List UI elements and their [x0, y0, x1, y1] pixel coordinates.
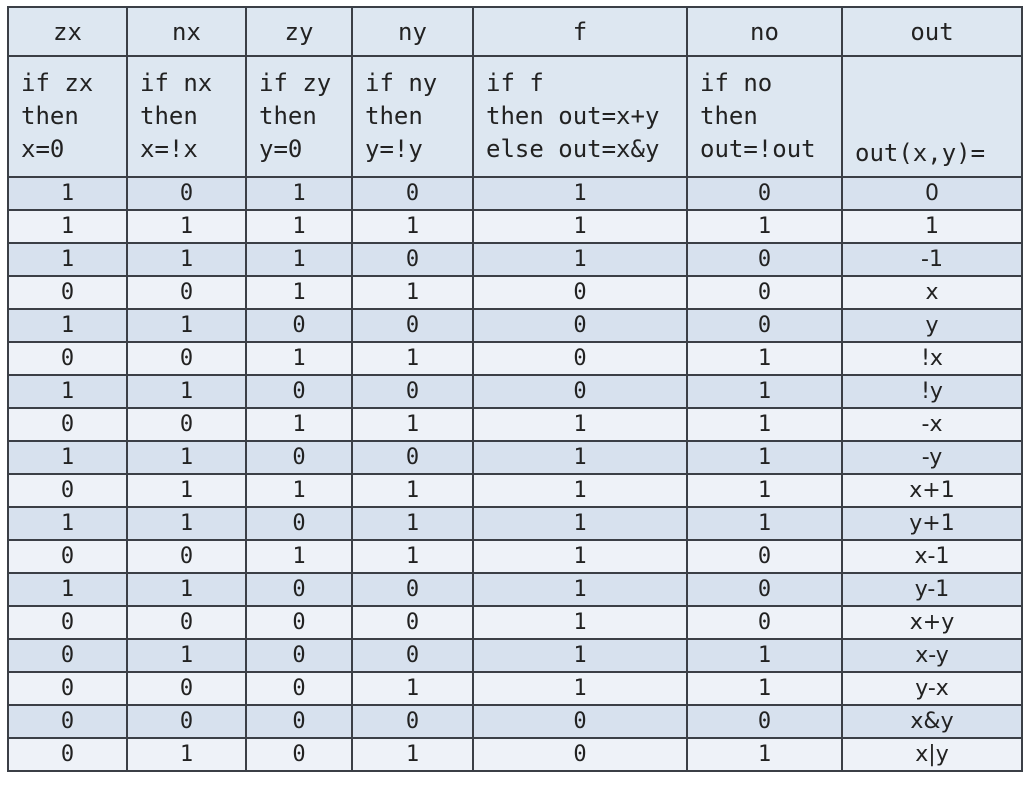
cell-out: y-x: [842, 672, 1022, 705]
cell-no: 1: [687, 738, 842, 771]
table-row: [8, 540, 1022, 573]
header-out: out: [842, 7, 1022, 56]
cell-nx: 0: [127, 705, 246, 738]
cell-zx: 1: [8, 441, 127, 474]
cell-zx: 0: [8, 705, 127, 738]
description-row: [8, 56, 1022, 177]
cell-zx: 1: [8, 210, 127, 243]
header-row: [8, 7, 1022, 56]
cell-nx: 0: [127, 606, 246, 639]
cell-f: 0: [473, 309, 687, 342]
cell-ny: 1: [352, 540, 473, 573]
cell-no: 1: [687, 375, 842, 408]
cell-zx: 0: [8, 540, 127, 573]
cell-nx: 1: [127, 309, 246, 342]
cell-ny: 1: [352, 507, 473, 540]
cell-f: 1: [473, 639, 687, 672]
cell-ny: 0: [352, 375, 473, 408]
cell-zx: 1: [8, 243, 127, 276]
cell-zx: 1: [8, 177, 127, 210]
desc-zx: if zx then x=0: [8, 56, 127, 177]
cell-no: 1: [687, 639, 842, 672]
cell-zy: 0: [246, 672, 352, 705]
header-zx: zx: [8, 7, 127, 56]
table-row: [8, 375, 1022, 408]
cell-zx: 0: [8, 606, 127, 639]
cell-out: -1: [842, 243, 1022, 276]
cell-f: 1: [473, 540, 687, 573]
cell-no: 0: [687, 177, 842, 210]
table-row: [8, 672, 1022, 705]
table-row: [8, 705, 1022, 738]
cell-f: 0: [473, 738, 687, 771]
cell-zy: 0: [246, 573, 352, 606]
cell-nx: 0: [127, 408, 246, 441]
cell-no: 0: [687, 705, 842, 738]
desc-nx: if nx then x=!x: [127, 56, 246, 177]
cell-f: 1: [473, 672, 687, 705]
cell-zy: 1: [246, 177, 352, 210]
cell-nx: 1: [127, 738, 246, 771]
cell-zx: 0: [8, 672, 127, 705]
desc-out: out(x,y)=: [842, 56, 1022, 177]
truth-table-body: [8, 177, 1022, 771]
cell-ny: 1: [352, 342, 473, 375]
table-row: [8, 243, 1022, 276]
table-row: [8, 342, 1022, 375]
table-row: [8, 507, 1022, 540]
cell-out: y: [842, 309, 1022, 342]
cell-zx: 1: [8, 375, 127, 408]
alu-truth-table-container: [7, 6, 1023, 772]
cell-no: 1: [687, 342, 842, 375]
cell-out: !x: [842, 342, 1022, 375]
cell-ny: 1: [352, 672, 473, 705]
cell-nx: 1: [127, 210, 246, 243]
cell-out: x|y: [842, 738, 1022, 771]
cell-no: 0: [687, 243, 842, 276]
header-no: no: [687, 7, 842, 56]
cell-f: 0: [473, 705, 687, 738]
cell-no: 0: [687, 573, 842, 606]
cell-f: 1: [473, 243, 687, 276]
cell-zx: 0: [8, 342, 127, 375]
table-row: [8, 639, 1022, 672]
header-nx: nx: [127, 7, 246, 56]
cell-out: x+1: [842, 474, 1022, 507]
cell-no: 1: [687, 474, 842, 507]
cell-f: 1: [473, 210, 687, 243]
cell-out: x&y: [842, 705, 1022, 738]
cell-f: 0: [473, 276, 687, 309]
cell-nx: 1: [127, 441, 246, 474]
cell-zx: 0: [8, 738, 127, 771]
cell-zy: 1: [246, 474, 352, 507]
cell-zx: 1: [8, 573, 127, 606]
cell-no: 1: [687, 210, 842, 243]
table-row: [8, 606, 1022, 639]
cell-nx: 1: [127, 474, 246, 507]
cell-f: 1: [473, 573, 687, 606]
cell-no: 1: [687, 441, 842, 474]
cell-no: 0: [687, 309, 842, 342]
cell-nx: 1: [127, 573, 246, 606]
cell-f: 0: [473, 342, 687, 375]
cell-out: -x: [842, 408, 1022, 441]
cell-ny: 1: [352, 474, 473, 507]
cell-f: 1: [473, 474, 687, 507]
desc-ny: if ny then y=!y: [352, 56, 473, 177]
cell-out: x: [842, 276, 1022, 309]
cell-out: 0: [842, 177, 1022, 210]
cell-zy: 1: [246, 210, 352, 243]
cell-ny: 0: [352, 705, 473, 738]
cell-nx: 1: [127, 507, 246, 540]
table-row: [8, 309, 1022, 342]
cell-zy: 1: [246, 243, 352, 276]
desc-no: if no then out=!out: [687, 56, 842, 177]
cell-zy: 0: [246, 705, 352, 738]
cell-out: y-1: [842, 573, 1022, 606]
cell-zx: 0: [8, 276, 127, 309]
cell-out: x-y: [842, 639, 1022, 672]
table-row: [8, 441, 1022, 474]
cell-zy: 0: [246, 441, 352, 474]
cell-zx: 1: [8, 309, 127, 342]
cell-zy: 0: [246, 507, 352, 540]
cell-out: 1: [842, 210, 1022, 243]
cell-f: 1: [473, 408, 687, 441]
cell-nx: 1: [127, 639, 246, 672]
cell-no: 1: [687, 507, 842, 540]
cell-no: 1: [687, 672, 842, 705]
cell-f: 1: [473, 177, 687, 210]
cell-ny: 0: [352, 639, 473, 672]
header-zy: zy: [246, 7, 352, 56]
cell-ny: 1: [352, 210, 473, 243]
cell-nx: 0: [127, 342, 246, 375]
cell-zy: 0: [246, 639, 352, 672]
desc-f: if f then out=x+y else out=x&y: [473, 56, 687, 177]
cell-ny: 0: [352, 243, 473, 276]
cell-zx: 0: [8, 408, 127, 441]
cell-ny: 0: [352, 177, 473, 210]
cell-no: 1: [687, 408, 842, 441]
table-row: [8, 474, 1022, 507]
header-ny: ny: [352, 7, 473, 56]
table-row: [8, 408, 1022, 441]
cell-zy: 0: [246, 375, 352, 408]
cell-no: 0: [687, 276, 842, 309]
cell-out: x+y: [842, 606, 1022, 639]
cell-ny: 0: [352, 309, 473, 342]
cell-zy: 0: [246, 738, 352, 771]
table-row: [8, 177, 1022, 210]
cell-ny: 1: [352, 738, 473, 771]
cell-zy: 1: [246, 342, 352, 375]
cell-nx: 0: [127, 672, 246, 705]
cell-nx: 1: [127, 243, 246, 276]
cell-zx: 1: [8, 507, 127, 540]
cell-f: 1: [473, 507, 687, 540]
cell-zy: 0: [246, 606, 352, 639]
cell-zy: 0: [246, 309, 352, 342]
cell-nx: 1: [127, 375, 246, 408]
cell-ny: 0: [352, 441, 473, 474]
table-row: [8, 738, 1022, 771]
cell-zx: 0: [8, 474, 127, 507]
cell-zy: 1: [246, 408, 352, 441]
table-row: [8, 276, 1022, 309]
cell-nx: 0: [127, 540, 246, 573]
cell-zx: 0: [8, 639, 127, 672]
cell-ny: 0: [352, 573, 473, 606]
header-f: f: [473, 7, 687, 56]
cell-ny: 0: [352, 606, 473, 639]
cell-no: 0: [687, 606, 842, 639]
cell-nx: 0: [127, 276, 246, 309]
cell-out: y+1: [842, 507, 1022, 540]
cell-zy: 1: [246, 540, 352, 573]
cell-out: !y: [842, 375, 1022, 408]
cell-f: 0: [473, 375, 687, 408]
table-row: [8, 573, 1022, 606]
cell-zy: 1: [246, 276, 352, 309]
alu-truth-table: [7, 6, 1023, 772]
cell-ny: 1: [352, 276, 473, 309]
cell-f: 1: [473, 441, 687, 474]
table-row: [8, 210, 1022, 243]
cell-ny: 1: [352, 408, 473, 441]
cell-out: -y: [842, 441, 1022, 474]
cell-nx: 0: [127, 177, 246, 210]
desc-zy: if zy then y=0: [246, 56, 352, 177]
cell-no: 0: [687, 540, 842, 573]
cell-out: x-1: [842, 540, 1022, 573]
cell-f: 1: [473, 606, 687, 639]
